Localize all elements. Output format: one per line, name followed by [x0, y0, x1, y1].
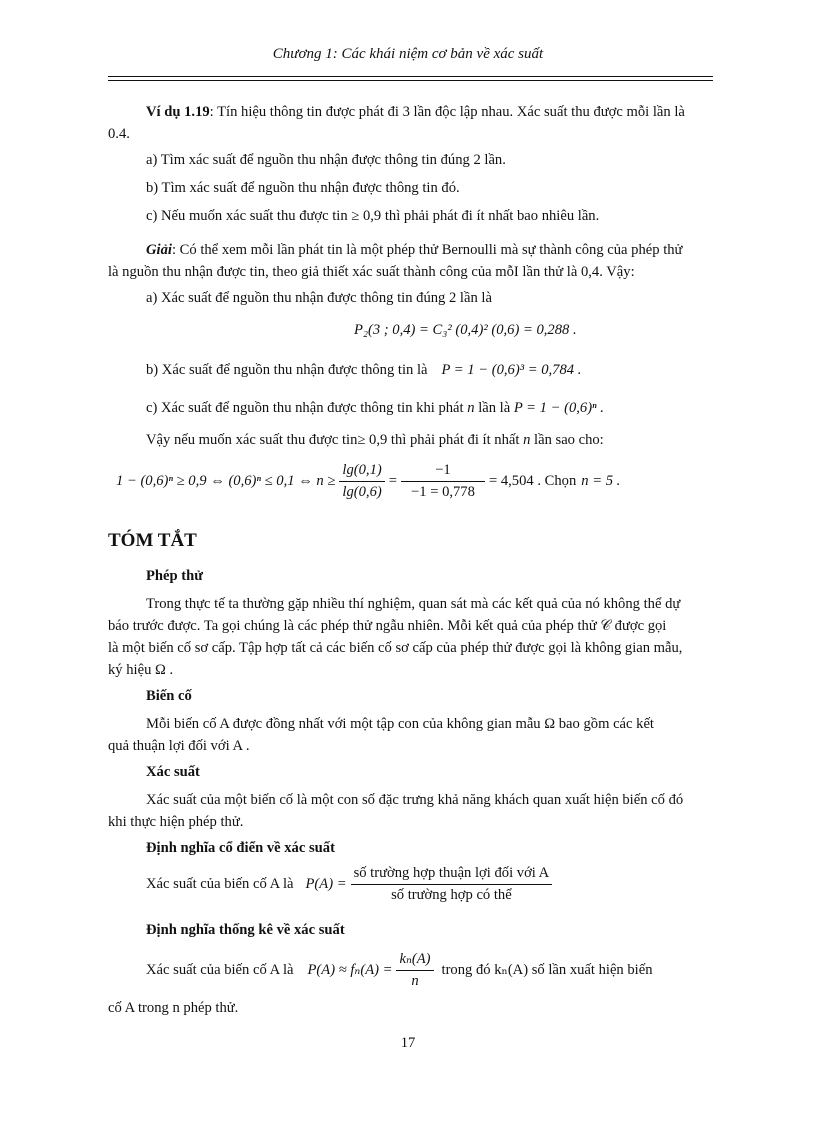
solution-b-formula: P = 1 − (0,6)³ = 0,784 .: [441, 362, 582, 378]
question-b: b) Tìm xác suất để nguồn thu nhận được thông tin đó.: [146, 180, 460, 196]
statistical-after: trong đó kₙ(A) số lần xuất hiện biến: [441, 962, 653, 978]
conclusion-text-1: Vậy nếu muốn xác suất thu được tin≥ 0,9 thì phải phát đi ít nhất: [146, 432, 520, 448]
fraction-value-denominator: −1 = 0,778: [411, 483, 475, 500]
question-a: a) Tìm xác suất để nguồn thu nhận được thông tin đúng 2 lần.: [146, 152, 506, 168]
solution-a-text: a) Xác suất để nguồn thu nhận được thông tin đúng 2 lần là: [146, 290, 492, 306]
fraction-value-numerator: −1: [401, 462, 485, 482]
fraction-value: [401, 462, 485, 501]
section-classical-title: Định nghĩa cổ điển về xác suất: [146, 840, 335, 856]
section-statistical-title: Định nghĩa thống kê về xác suất: [146, 922, 345, 938]
running-header: Chương 1: Các khái niệm cơ bản về xác suất: [272, 46, 544, 62]
solution-label: Giải: [146, 242, 172, 258]
section-trial-title: Phép thử: [146, 568, 204, 584]
statistical-definition-row: [146, 948, 653, 992]
conclusion-n: n: [523, 432, 531, 448]
section-trial-line-4: ký hiệu Ω .: [108, 662, 174, 678]
classical-denominator: số trường hợp có thể: [391, 886, 512, 903]
section-trial-line-1: Trong thực tế ta thường gặp nhiều thí nghiệm, quan sát mà các kết quả của nó không thể dự: [146, 596, 681, 612]
page-number: 17: [400, 1035, 416, 1051]
solution-c-formula: P = 1 − (0,6)ⁿ .: [513, 400, 604, 416]
section-trial-line-2: báo trước được. Ta gọi chúng là các phép thử ngẫu nhiên. Mỗi kết quả của phép thử 𝒞 được gọi: [108, 618, 667, 634]
solution-line-1: [146, 240, 682, 260]
conclusion-row: [146, 430, 604, 450]
section-event-line-1: Mỗi biến cố A được đồng nhất với một tập con của không gian mẫu Ω bao gồm các kết: [146, 716, 654, 732]
fraction-lg-denominator: lg(0,6): [342, 483, 382, 500]
section-probability-line-1: Xác suất của một biến cố là một con số đặc trưng khả năng khách quan xuất hiện biến cố đó: [146, 792, 684, 808]
classical-lhs: P(A) =: [305, 875, 347, 892]
statistical-numerator: kₙ(A): [396, 950, 433, 971]
classical-definition-row: [146, 862, 552, 906]
solution-text-1: : Có thể xem mỗi lần phát tin là một phép thử Bernoulli mà sự thành công của phép thử: [171, 242, 683, 258]
classical-fraction: [351, 865, 553, 904]
statistical-text: Xác suất của biến cố A là: [146, 961, 294, 978]
solution-c-row: [146, 398, 604, 418]
solution-line-2: là nguồn thu nhận được tin, theo giả thiết xác suất thành công của mỗI lần thử là 0,4. Vậy:: [108, 264, 635, 280]
statistical-lhs: P(A) ≈ fₙ(A) =: [307, 962, 393, 978]
solution-c-text: c) Xác suất để nguồn thu nhận được thông tin khi phát: [146, 400, 464, 416]
statistical-line-2: cố A trong n phép thử.: [108, 1000, 239, 1016]
section-trial-line-3: là một biến cố sơ cấp. Tập hợp tất cả các biến cố sơ cấp của phép thử được gọi là không gian mẫu,: [108, 640, 683, 656]
classical-text: Xác suất của biến cố A là: [146, 875, 294, 892]
summary-heading: TÓM TẮT: [108, 530, 197, 551]
equals-sign: =: [388, 472, 397, 489]
conclusion-text-2: lần sao cho:: [534, 432, 604, 448]
solution-a-formula: P₂(3 ; 0,4) = C₃² (0,4)² (0,6) = 0,288 .: [354, 322, 577, 338]
example-intro-text: : Tín hiệu thông tin được phát đi 3 lần độc lập nhau. Xác suất thu được mỗi lần là: [209, 104, 685, 120]
solution-b-text: b) Xác suất để nguồn thu nhận được thông tin là: [146, 362, 428, 378]
fraction-lg: [339, 462, 384, 501]
solution-b-row: [146, 360, 581, 380]
solution-c-n: n: [467, 400, 475, 416]
section-probability-title: Xác suất: [146, 764, 200, 780]
section-probability-line-2: khi thực hiện phép thử.: [108, 814, 244, 830]
statistical-denominator: n: [411, 973, 419, 989]
example-intro-line-1: [146, 102, 685, 122]
fraction-lg-numerator: lg(0,1): [339, 462, 384, 482]
example-label: Ví dụ 1.19: [146, 104, 210, 120]
inequality-row: [116, 458, 620, 504]
inequality-choice: n = 5 .: [581, 472, 621, 489]
header-rule-bottom: [108, 80, 713, 81]
section-event-title: Biến cố: [146, 688, 192, 704]
solution-c-text2: lần là: [478, 400, 511, 416]
section-event-line-2: quả thuận lợi đối với A .: [108, 738, 250, 754]
question-c: c) Nếu muốn xác suất thu được tin ≥ 0,9 thì phải phát đi ít nhất bao nhiêu lần.: [146, 208, 600, 224]
header-rule-top: [108, 76, 713, 77]
inequality-left: 1 − (0,6)ⁿ ≥ 0,9 ⇔ (0,6)ⁿ ≤ 0,1 ⇔ n ≥: [116, 472, 336, 489]
example-intro-line-2: 0.4.: [108, 126, 130, 142]
inequality-result: = 4,504 . Chọn: [488, 472, 577, 489]
statistical-fraction: [396, 950, 433, 990]
classical-numerator: số trường hợp thuận lợi đối với A: [351, 865, 553, 885]
